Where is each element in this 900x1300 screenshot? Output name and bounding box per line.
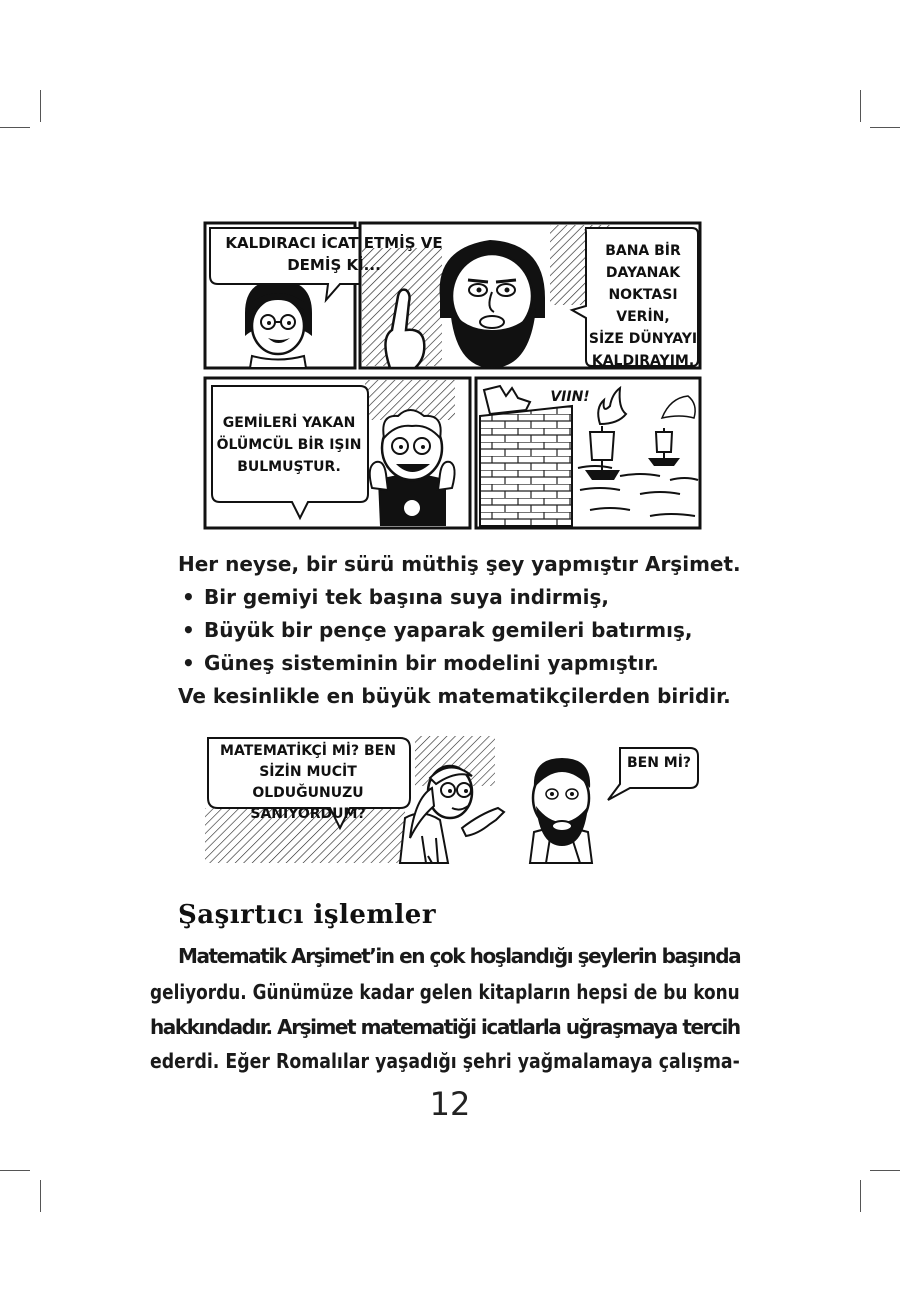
page-number: 12: [429, 1085, 471, 1123]
body-line: Matematik Arşimet’in en çok hoşlandığı şeylerin başında: [178, 944, 741, 968]
bullet-marker: •: [182, 651, 195, 675]
crop-mark: [0, 1170, 30, 1171]
bullet-item: [178, 651, 659, 675]
crop-mark: [870, 1170, 900, 1171]
bullet-marker: •: [182, 618, 195, 642]
middle-left-speech: MATEMATİKÇİ Mİ? BEN SİZİN MUCİT OLDUĞUNUZU SANIYORDUM?: [220, 743, 396, 822]
body-line: geliyordu. Günümüze kadar gelen kitapların hepsi de bu konu: [150, 980, 740, 1004]
bullet-text: Güneş sisteminin bir modelini yapmıştır.: [204, 651, 659, 675]
bullet-text: Büyük bir pençe yaparak gemileri batırmış,: [204, 618, 693, 642]
crop-mark: [860, 90, 861, 122]
crop-mark: [0, 127, 30, 128]
panel-3-speech: GEMİLERİ YAKAN ÖLÜMCÜL BİR IŞIN BULMUŞTUR.: [216, 415, 362, 475]
section-heading: Şaşırtıcı işlemler: [178, 900, 437, 930]
middle-right-speech: BEN Mİ?: [626, 755, 692, 771]
intro-line: Her neyse, bir sürü müthiş şey yapmıştır Arşimet.: [178, 552, 741, 576]
body-line: hakkındadır. Arşimet matematiği icatlarla uğraşmaya tercih: [150, 1015, 740, 1039]
crop-mark: [870, 127, 900, 128]
crop-mark: [40, 90, 41, 122]
intro-closing: Ve kesinlikle en büyük matematikçilerden biridir.: [178, 684, 731, 708]
bullet-marker: •: [182, 585, 195, 609]
crop-mark: [40, 1180, 41, 1212]
panel-1-speech: KALDIRACI İCAT ETMİŞ VE DEMİŞ Kİ...: [225, 234, 443, 274]
bullet-item: [178, 585, 609, 609]
body-line: ederdi. Eğer Romalılar yaşadığı şehri yağmalamaya çalışma-: [150, 1049, 740, 1073]
panel-4-sound-effect: VIIN!: [550, 389, 590, 405]
bullet-item: [178, 618, 692, 642]
panel-2-speech: BANA BİR DAYANAK NOKTASI VERİN, SİZE DÜNYAYI KALDIRAYIM.: [588, 243, 698, 369]
crop-mark: [860, 1180, 861, 1212]
bullet-text: Bir gemiyi tek başına suya indirmiş,: [204, 585, 609, 609]
